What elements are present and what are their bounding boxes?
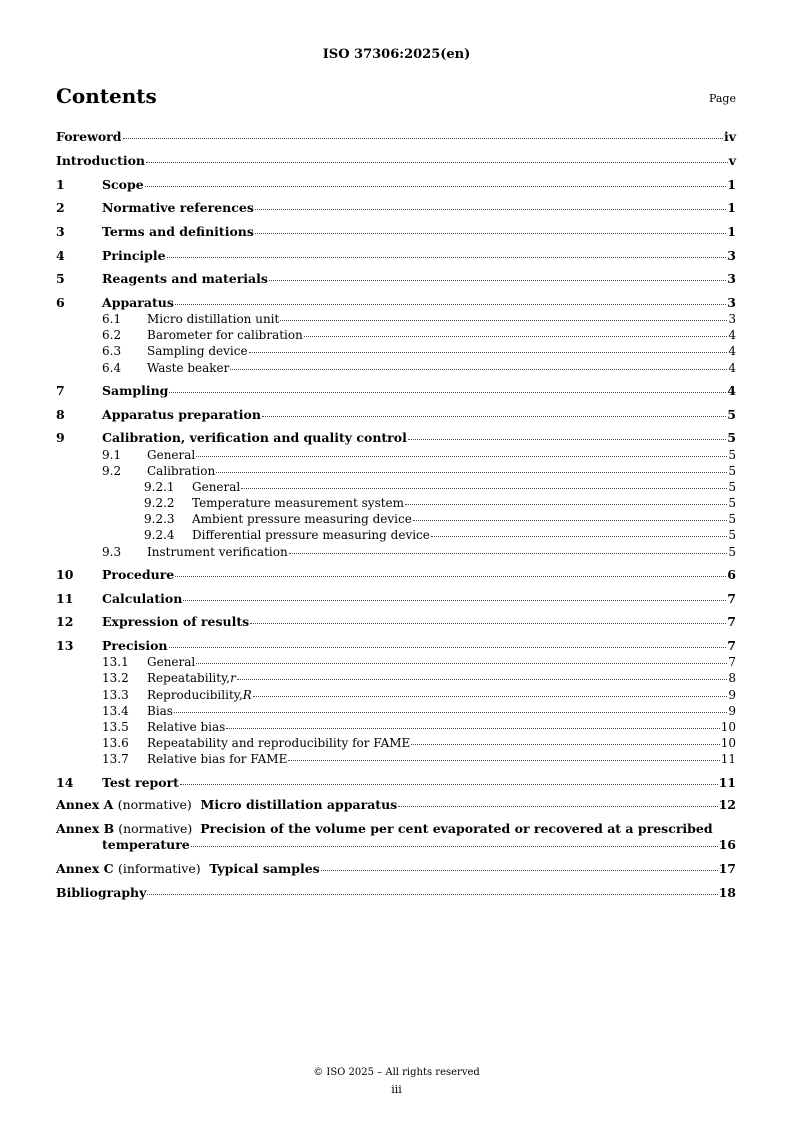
dot-leader: [255, 209, 726, 210]
dot-leader: [175, 304, 726, 305]
copyright-notice: © ISO 2025 – All rights reserved: [313, 1067, 480, 1078]
dot-leader: [123, 138, 723, 139]
dot-leader: [408, 439, 726, 440]
toc-entry-title: Reagents and materials: [102, 271, 268, 286]
toc-entry-number: 5: [56, 271, 65, 286]
page-footer: [0, 1067, 793, 1096]
toc-entry-9-2-3[interactable]: [56, 513, 736, 525]
toc-entry-number: 9.2.4: [144, 528, 175, 542]
toc-entry-page: 5: [728, 512, 736, 526]
toc-entry-13[interactable]: [56, 640, 736, 653]
toc-entry-5[interactable]: [56, 273, 736, 286]
toc-entry-page: 5: [728, 464, 736, 478]
toc-entry-13-3[interactable]: [56, 689, 736, 701]
toc-entry-13-6[interactable]: [56, 737, 736, 749]
dot-leader: [253, 696, 728, 697]
toc-entry-page: 7: [728, 655, 736, 669]
toc-entry-symbol: R: [242, 688, 252, 702]
toc-entry-9-2-2[interactable]: [56, 497, 736, 509]
dot-leader: [169, 392, 726, 393]
toc-entry-page: 1: [727, 200, 736, 215]
toc-entry-page: 11: [718, 775, 736, 790]
dot-leader: [321, 870, 718, 871]
dot-leader: [226, 728, 719, 729]
toc-entry-number: 9.2.3: [144, 512, 175, 526]
toc-entry-6-1[interactable]: [56, 313, 736, 325]
toc-entry-3[interactable]: [56, 226, 736, 239]
toc-entry-title: Foreword: [56, 129, 122, 144]
toc-entry-title: Relative bias: [147, 720, 226, 734]
annex-label: Annex A: [56, 797, 114, 812]
toc-entry-title: Sampling: [102, 383, 169, 398]
document-identifier: ISO 37306:2025(en): [322, 47, 471, 62]
dot-leader: [196, 663, 727, 664]
toc-entry-number: 10: [56, 567, 74, 582]
toc-entry-number: 11: [56, 591, 74, 606]
toc-entry-title: Calibration, verification and quality control: [102, 430, 407, 445]
dot-leader: [191, 846, 718, 847]
toc-entry-page: 5: [728, 496, 736, 510]
toc-entry-number: 6.3: [102, 344, 122, 358]
toc-entry-title-continued: temperature: [102, 837, 190, 852]
dot-leader: [216, 472, 727, 473]
toc-entry-page: 9: [728, 688, 736, 702]
toc-entry-page: 16: [718, 837, 736, 852]
toc-entry-page: 7: [727, 591, 736, 606]
toc-entry-number: 9.2.1: [144, 480, 175, 494]
toc-entry-number: 13.1: [102, 655, 129, 669]
toc-entry-page: 5: [728, 528, 736, 542]
toc-entry-title: Scope: [102, 177, 144, 192]
toc-entry-page: 10: [720, 720, 736, 734]
toc-entry-page: v: [728, 153, 736, 168]
annex-type: (informative): [117, 861, 201, 876]
toc-entry-13-2[interactable]: [56, 672, 736, 684]
toc-entry-title: Calibration: [147, 464, 216, 478]
toc-entry-number: 13.3: [102, 688, 129, 702]
toc-entry-number: 14: [56, 775, 74, 790]
toc-entry-annex-c[interactable]: [56, 863, 736, 876]
toc-entry-9-2[interactable]: [56, 465, 736, 477]
toc-entry-number: 8: [56, 407, 65, 422]
toc-entry-introduction[interactable]: [56, 155, 736, 168]
dot-leader: [230, 369, 727, 370]
dot-leader: [413, 520, 728, 521]
dot-leader: [147, 894, 717, 895]
toc-entry-bibliography[interactable]: [56, 887, 736, 900]
page-column-label: Page: [708, 92, 736, 105]
toc-entry-9-1[interactable]: [56, 449, 736, 461]
toc-entry-number: 13.5: [102, 720, 129, 734]
toc-entry-title: Sampling device: [147, 344, 248, 358]
dot-leader: [175, 576, 726, 577]
toc-entry-page: 3: [727, 248, 736, 263]
toc-entry-number: 9.1: [102, 448, 122, 462]
toc-entry-title: Instrument verification: [147, 545, 288, 559]
toc-entry-page: 10: [720, 736, 736, 750]
toc-entry-page: 4: [727, 383, 736, 398]
toc-entry-number: 6.1: [102, 312, 122, 326]
dot-leader: [145, 186, 727, 187]
toc-entry-page: 3: [727, 271, 736, 286]
toc-entry-page: 4: [728, 344, 736, 358]
toc-entry-title: General: [147, 655, 196, 669]
toc-entry-number: 9.3: [102, 545, 122, 559]
dot-leader: [269, 280, 726, 281]
toc-entry-title: Micro distillation unit: [147, 312, 280, 326]
toc-entry-title: Reproducibility,: [147, 688, 243, 702]
toc-entry-number: 3: [56, 224, 65, 239]
toc-entry-4[interactable]: [56, 250, 736, 263]
toc-entry-title: Introduction: [56, 153, 146, 168]
toc-entry-title: Bias: [147, 704, 173, 718]
toc-entry-page: 4: [728, 328, 736, 342]
toc-entry-title: General: [147, 448, 196, 462]
toc-entry-title: Temperature measurement system: [192, 496, 405, 510]
dot-leader: [280, 320, 727, 321]
contents-heading: Contents: [56, 84, 157, 108]
dot-leader: [169, 647, 727, 648]
toc-entry-6-4[interactable]: [56, 362, 736, 374]
toc-entry-page: 4: [728, 361, 736, 375]
toc-entry-annex-b-line2[interactable]: [56, 839, 736, 852]
toc-entry-title: Calculation: [102, 591, 183, 606]
dot-leader: [249, 352, 728, 353]
page-number: iii: [391, 1083, 402, 1096]
toc-entry-number: 13.7: [102, 752, 129, 766]
toc-entry-1[interactable]: [56, 179, 736, 192]
toc-entry-9-3[interactable]: [56, 546, 736, 558]
toc-entry-page: 7: [727, 638, 736, 653]
toc-entry-title: Typical samples: [209, 861, 320, 876]
dot-leader: [405, 504, 727, 505]
annex-label: Annex C: [56, 861, 114, 876]
toc-entry-page: 7: [727, 614, 736, 629]
dot-leader: [411, 744, 719, 745]
toc-entry-number: 13: [56, 638, 74, 653]
toc-entry-page: iv: [723, 129, 736, 144]
toc-entry-title: Test report: [102, 775, 179, 790]
toc-entry-number: 6.4: [102, 361, 122, 375]
toc-entry-page: 12: [718, 797, 736, 812]
dot-leader: [431, 536, 727, 537]
toc-entry-annex-a[interactable]: [56, 799, 736, 812]
annex-type: (normative): [118, 821, 193, 836]
toc-entry-13-5[interactable]: [56, 721, 736, 733]
toc-entry-9-2-1[interactable]: [56, 481, 736, 493]
dot-leader: [146, 162, 728, 163]
dot-leader: [398, 806, 717, 807]
toc-entry-symbol: r: [230, 671, 236, 685]
toc-entry-number: 7: [56, 383, 65, 398]
toc-entry-page: 5: [728, 545, 736, 559]
toc-entry-13-7[interactable]: [56, 753, 736, 765]
toc-entry-12[interactable]: [56, 616, 736, 629]
toc-entry-page: 9: [728, 704, 736, 718]
toc-entry-number: 4: [56, 248, 65, 263]
toc-entry-title: Waste beaker: [147, 361, 230, 375]
annex-type: (normative): [117, 797, 192, 812]
toc-entry-9[interactable]: [56, 432, 736, 445]
toc-entry-6[interactable]: [56, 297, 736, 310]
toc-entry-9-2-4[interactable]: [56, 529, 736, 541]
annex-label: Annex B: [56, 821, 115, 836]
toc-entry-number: 12: [56, 614, 74, 629]
toc-entry-title: Apparatus preparation: [102, 407, 261, 422]
toc-entry-2[interactable]: [56, 202, 736, 215]
dot-leader: [237, 679, 728, 680]
toc-entry-page: 11: [720, 752, 736, 766]
toc-entry-title: Precision: [102, 638, 168, 653]
toc-entry-number: 13.4: [102, 704, 129, 718]
toc-entry-page: 6: [727, 567, 736, 582]
toc-entry-page: 5: [728, 448, 736, 462]
toc-entry-title: Ambient pressure measuring device: [192, 512, 412, 526]
toc-entry-title: Principle: [102, 248, 166, 263]
toc-entry-6-3[interactable]: [56, 345, 736, 357]
dot-leader: [167, 257, 727, 258]
toc-entry-title: Bibliography: [56, 885, 147, 900]
toc-entry-8[interactable]: [56, 409, 736, 422]
toc-entry-title: Differential pressure measuring device: [192, 528, 430, 542]
toc-entry-13-4[interactable]: [56, 705, 736, 717]
toc-entry-page: 8: [728, 671, 736, 685]
toc-entry-title: Repeatability,: [147, 671, 231, 685]
toc-entry-page: 5: [727, 430, 736, 445]
toc-entry-14[interactable]: [56, 777, 736, 790]
dot-leader: [255, 233, 726, 234]
toc-entry-7[interactable]: [56, 385, 736, 398]
toc-entry-number: 13.2: [102, 671, 129, 685]
toc-entry-10[interactable]: [56, 569, 736, 582]
dot-leader: [174, 712, 727, 713]
toc-entry-title: Procedure: [102, 567, 175, 582]
dot-leader: [196, 456, 727, 457]
dot-leader: [241, 488, 727, 489]
dot-leader: [250, 623, 726, 624]
toc-entry-annex-b-line1[interactable]: [56, 823, 736, 836]
dot-leader: [304, 336, 728, 337]
toc-entry-page: 18: [718, 885, 736, 900]
dot-leader: [262, 416, 726, 417]
toc-entry-page: 1: [727, 177, 736, 192]
toc-entry-title: Apparatus: [102, 295, 174, 310]
dot-leader: [180, 784, 718, 785]
toc-entry-title: Barometer for calibration: [147, 328, 303, 342]
toc-entry-title: Terms and definitions: [102, 224, 254, 239]
toc-entry-13-1[interactable]: [56, 656, 736, 668]
toc-entry-title: Normative references: [102, 200, 254, 215]
toc-entry-number: 9: [56, 430, 65, 445]
toc-entry-number: 9.2: [102, 464, 122, 478]
dot-leader: [183, 600, 726, 601]
toc-entry-number: 1: [56, 177, 65, 192]
toc-entry-page: 5: [727, 407, 736, 422]
dot-leader: [288, 760, 719, 761]
toc-entry-number: 6: [56, 295, 65, 310]
toc-entry-foreword[interactable]: [56, 131, 736, 144]
toc-entry-page: 3: [728, 312, 736, 326]
toc-entry-page: 5: [728, 480, 736, 494]
toc-entry-page: 1: [727, 224, 736, 239]
toc-entry-page: 17: [718, 861, 736, 876]
toc-entry-11[interactable]: [56, 593, 736, 606]
dot-leader: [289, 553, 728, 554]
toc-entry-title: Relative bias for FAME: [147, 752, 288, 766]
toc-entry-number: 13.6: [102, 736, 129, 750]
toc-entry-title: Micro distillation apparatus: [200, 797, 398, 812]
toc-entry-page: 3: [727, 295, 736, 310]
toc-entry-number: 9.2.2: [144, 496, 175, 510]
toc-entry-title: Repeatability and reproducibility for FAME: [147, 736, 411, 750]
toc-entry-6-2[interactable]: [56, 329, 736, 341]
toc-entry-number: 2: [56, 200, 65, 215]
toc-entry-title: Precision of the volume per cent evaporated or recovered at a prescribed: [200, 821, 713, 836]
toc-entry-title: Expression of results: [102, 614, 250, 629]
toc-entry-number: 6.2: [102, 328, 122, 342]
toc-entry-title: General: [192, 480, 241, 494]
